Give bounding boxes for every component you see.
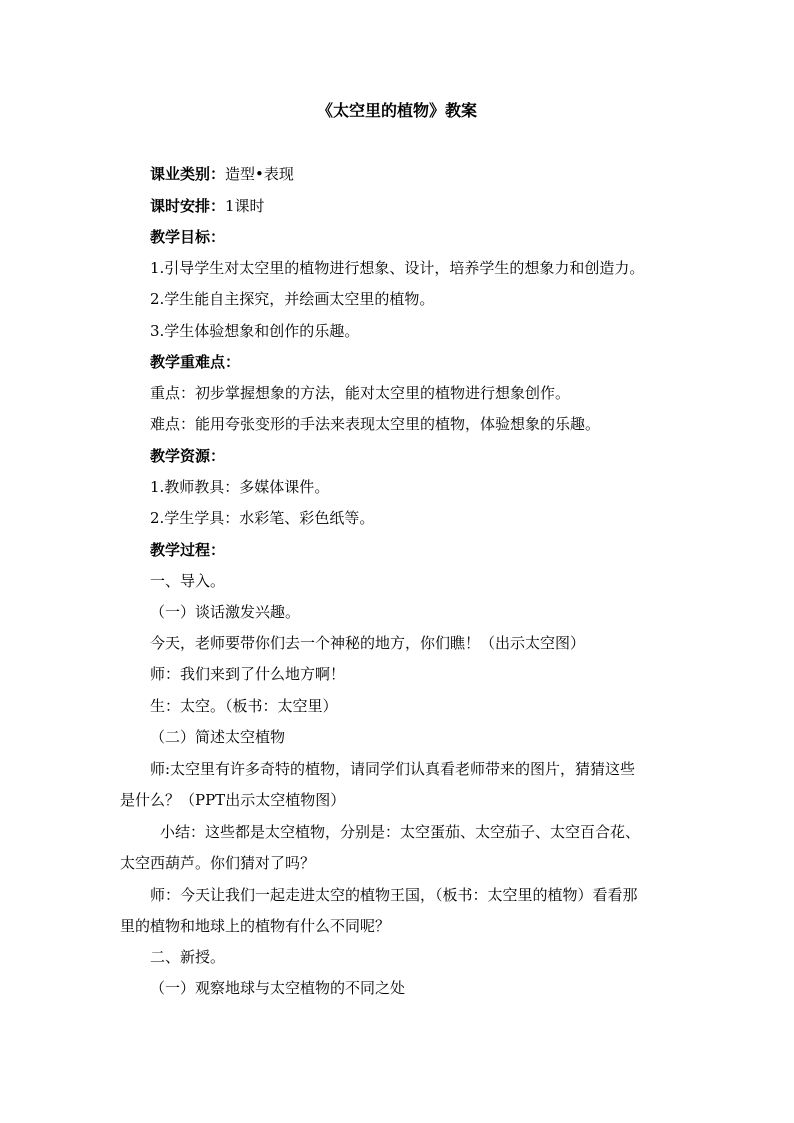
lesson-time-label: 课时安排： [150,197,226,215]
process-line: （一）观察地球与太空植物的不同之处 [150,979,406,997]
key-point-item: 难点：能用夸张变形的手法来表现太空里的植物，体验想象的乐趣。 [150,415,601,433]
process-line: 小结：这些都是太空植物，分别是：太空蛋茄、太空茄子、太空百合花、 [160,823,641,841]
objective-item: 1.引导学生对太空里的植物进行想象、设计，培养学生的想象力和创造力。 [150,259,645,277]
course-type-label: 课业类别： [150,165,226,183]
objectives-heading: 教学目标： [150,228,226,246]
objective-item: 3.学生体验想象和创作的乐趣。 [150,322,360,340]
process-line: 师:太空里有许多奇特的植物，请同学们认真看老师带来的图片，猜猜这些 [150,760,636,778]
lesson-time-value: 1课时 [225,197,265,215]
process-line: 今天，老师要带你们去一个神秘的地方，你们瞧！（出示太空图） [150,634,586,652]
resources-heading: 教学资源： [150,447,226,465]
process-line: 一、导入。 [150,572,226,590]
document-title: 《太空里的植物》教案 [316,101,477,120]
process-line: 太空西葫芦。你们猜对了吗？ [120,854,316,872]
process-line: 师：今天让我们一起走进太空的植物王国，（板书：太空里的植物）看看那 [150,886,638,904]
process-line: 里的植物和地球上的植物有什么不同呢？ [120,917,391,935]
process-line: 是什么？（PPT出示太空植物图） [120,791,346,809]
course-type-line [150,163,294,185]
key-point-item: 重点：初步掌握想象的方法，能对太空里的植物进行想象创作。 [150,384,571,402]
process-line: 师：我们来到了什么地方啊！ [150,665,346,683]
course-type-value: 造型•表现 [225,165,294,183]
key-points-heading: 教学重难点： [150,353,241,371]
process-line: （一）谈话激发兴趣。 [150,603,301,621]
resource-item: 2.学生学具：水彩笔、彩色纸等。 [150,509,375,527]
lesson-time-line [150,195,265,217]
process-heading: 教学过程： [150,541,226,559]
objective-item: 2.学生能自主探究，并绘画太空里的植物。 [150,290,435,308]
process-line: 二、新授。 [150,948,226,966]
resource-item: 1.教师教具：多媒体课件。 [150,478,330,496]
process-line: （二）简述太空植物 [150,728,286,746]
process-line: 生：太空。（板书：太空里） [150,697,338,715]
